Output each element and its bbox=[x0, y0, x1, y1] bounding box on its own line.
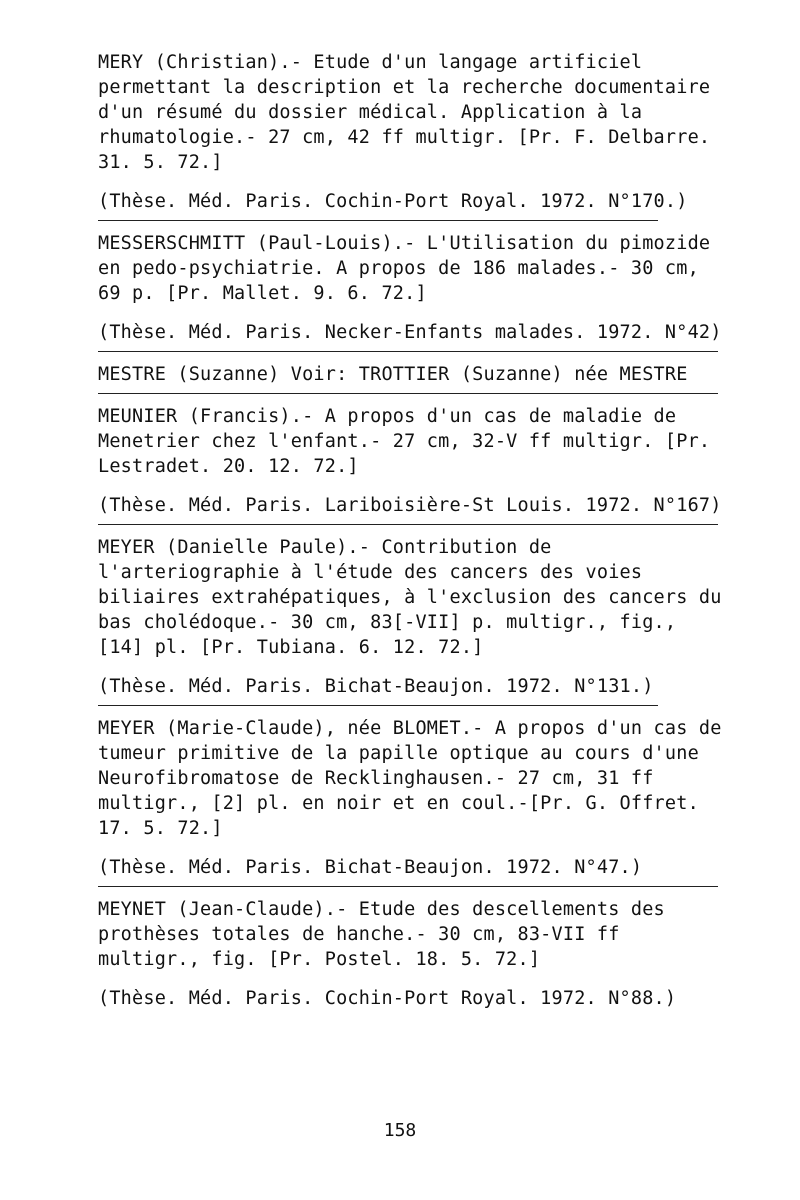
entry-thesis-reference: (Thèse. Méd. Paris. Lariboisière-St Louis. 1972. N°167) bbox=[98, 495, 722, 516]
entry-mery bbox=[98, 50, 728, 214]
thesis-entries-list bbox=[98, 50, 728, 1015]
entry-thesis-reference: (Thèse. Méd. Paris. Cochin-Port Royal. 1972. N°170.) bbox=[98, 191, 688, 212]
entry-text: MESSERSCHMITT (Paul-Louis).- L'Utilisation du pimozide en pedo-psychiatrie. A propos de 186 malades.- 30 cm, 69 p. [Pr. Mallet. 9. 6. 72.] bbox=[98, 233, 711, 304]
entry-text: MEYER (Danielle Paule).- Contribution de l'arteriographie à l'étude des cancers des voies biliaires extrahépatiques, à l'exclusion des cancers du bas cholédoque.- 30 cm, 83[-VII] p. multigr., fig., [14] pl. [Pr. Tubiana. 6. 12. 72.] bbox=[98, 537, 722, 658]
entry-meyer-danielle bbox=[98, 535, 728, 699]
entry-text: MEYER (Marie-Claude), née BLOMET.- A propos d'un cas de tumeur primitive de la papille optique au cours d'une Neurofibromatose de Recklinghausen.- 27 cm, 31 ff multigr., [2] pl. en noir et en coul.-[Pr. G. Offret. 17. 5. 72.] bbox=[98, 718, 722, 839]
entry-thesis-reference: (Thèse. Méd. Paris. Bichat-Beaujon. 1972. N°47.) bbox=[98, 857, 643, 878]
entry-mestre bbox=[98, 362, 728, 387]
entry-messerschmitt bbox=[98, 231, 728, 345]
entry-divider bbox=[98, 220, 658, 221]
entry-thesis-reference: (Thèse. Méd. Paris. Bichat-Beaujon. 1972. N°131.) bbox=[98, 676, 654, 697]
page-number: 158 bbox=[383, 1120, 417, 1141]
entry-thesis-reference: (Thèse. Méd. Paris. Cochin-Port Royal. 1972. N°88.) bbox=[98, 988, 677, 1009]
entry-divider bbox=[98, 393, 718, 394]
entry-meunier bbox=[98, 404, 728, 518]
entry-meyer-marie-claude bbox=[98, 716, 728, 880]
entry-divider bbox=[98, 351, 718, 352]
entry-meynet bbox=[98, 897, 728, 1011]
entry-text: MESTRE (Suzanne) Voir: TROTTIER (Suzanne) née MESTRE bbox=[98, 364, 688, 385]
entry-text: MEUNIER (Francis).- A propos d'un cas de maladie de Menetrier chez l'enfant.- 27 cm, 32-V ff multigr. [Pr. Lestradet. 20. 12. 72.] bbox=[98, 406, 711, 477]
entry-divider bbox=[98, 886, 718, 887]
entry-divider bbox=[98, 705, 658, 706]
entry-text: MEYNET (Jean-Claude).- Etude des descellements des prothèses totales de hanche.- 30 cm, 83-VII ff multigr., fig. [Pr. Postel. 18. 5. 72.] bbox=[98, 899, 665, 970]
entry-text: MERY (Christian).- Etude d'un langage artificiel permettant la description et la recherche documentaire d'un résumé du dossier médical. Application à la rhumatologie.- 27 cm, 42 ff multigr. [Pr. F. Delbarre. 31. 5. 72.] bbox=[98, 52, 711, 173]
entry-thesis-reference: (Thèse. Méd. Paris. Necker-Enfants malades. 1972. N°42) bbox=[98, 322, 722, 343]
entry-divider bbox=[98, 524, 718, 525]
